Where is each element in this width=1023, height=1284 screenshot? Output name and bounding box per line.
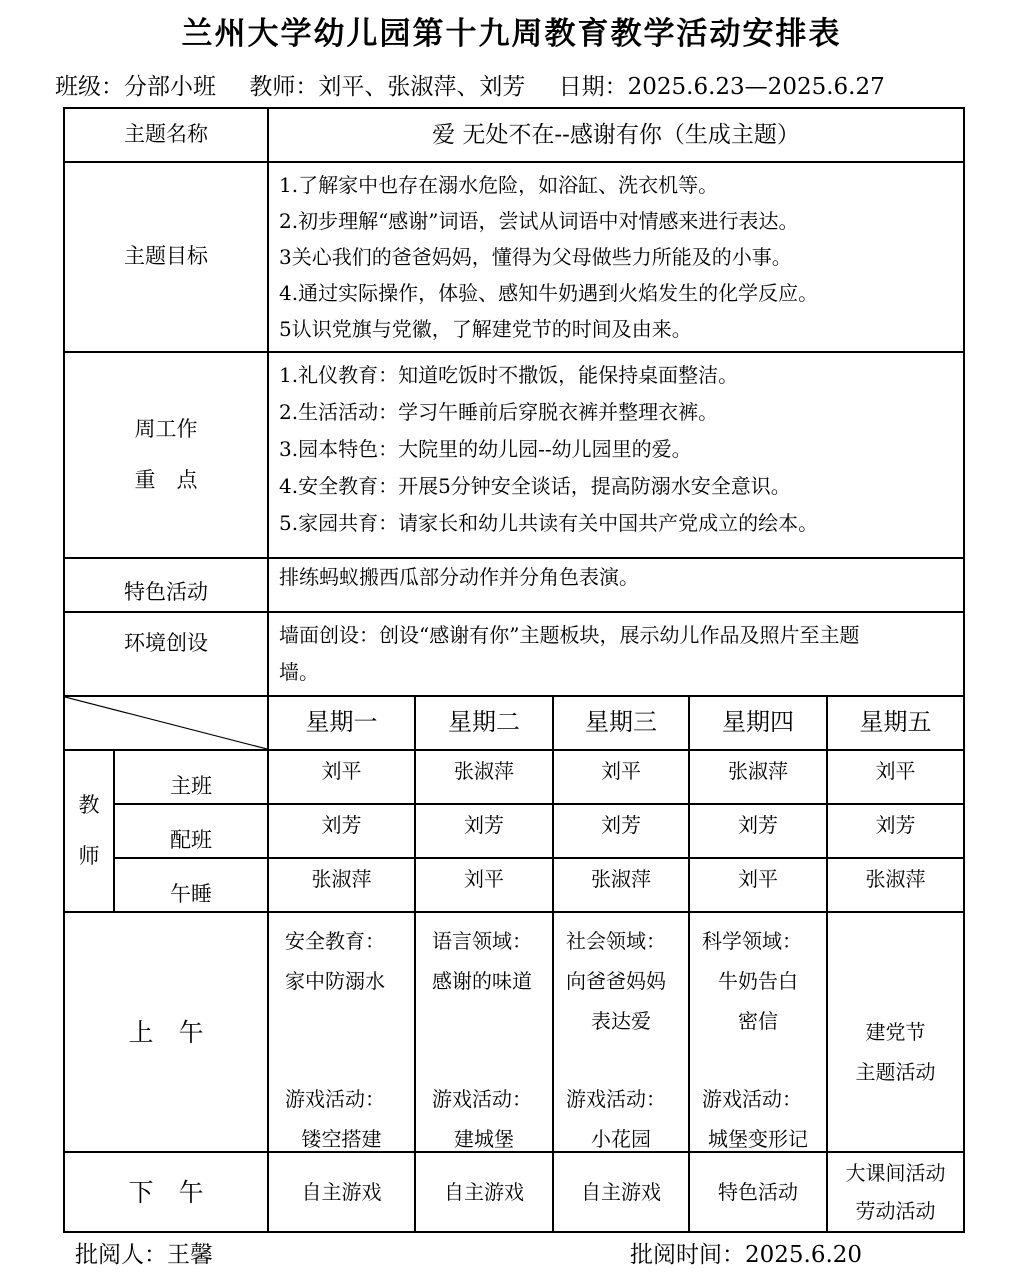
teacher-cell: 张淑萍 [268,858,415,912]
day-header: 星期一 [268,696,415,750]
morning-cell-wed [553,912,689,1152]
goal-item: 5认识党旗与党徽，了解建党节的时间及由来。 [279,317,692,341]
theme-value: 爱 无处不在--感谢有你（生成主题） [268,108,964,162]
teacher-row-assist [64,804,964,858]
focus-label-line: 周工作 [134,416,198,441]
morning-label: 上 午 [64,912,268,1152]
morning-cell-thu [689,912,827,1152]
focus-list [268,352,964,558]
theme-row [64,108,964,162]
teacher-role: 主班 [114,750,268,804]
teacher-cell: 刘平 [268,750,415,804]
day-header: 星期三 [553,696,689,750]
teacher-cell: 刘芳 [689,804,827,858]
activity-line: 感谢的味道 [432,969,532,993]
theme-label: 主题名称 [64,108,268,162]
afternoon-cell: 自主游戏 [415,1152,553,1232]
focus-row [64,352,964,558]
day-header: 星期四 [689,696,827,750]
morning-row [64,912,964,1152]
afternoon-cell: 特色活动 [689,1152,827,1232]
focus-item: 2.生活活动：学习午睡前后穿脱衣裤并整理衣裤。 [279,400,719,424]
teacher-cell: 刘平 [827,750,964,804]
goal-item: 4.通过实际操作，体验、感知牛奶遇到火焰发生的化学反应。 [279,281,819,305]
afternoon-cell: 自主游戏 [553,1152,689,1232]
teacher-list: 教师：刘平、张淑萍、刘芳 [249,74,526,100]
teacher-row-nap [64,858,964,912]
environment-label: 环境创设 [64,612,268,696]
teacher-cell: 刘平 [689,858,827,912]
page-title: 兰州大学幼儿园第十九周教育教学活动安排表 [181,16,842,52]
goals-label: 主题目标 [64,162,268,352]
afternoon-cell: 自主游戏 [268,1152,415,1232]
focus-label [64,352,268,558]
environment-line: 墙。 [279,660,319,684]
activity-line: 表达爱 [591,1009,651,1033]
diagonal-line [65,697,267,749]
teacher-cell: 刘芳 [268,804,415,858]
review-time: 批阅时间：2025.6.20 [630,1242,863,1268]
game-line: 游戏活动： [566,1087,666,1111]
teacher-cell: 刘芳 [415,804,553,858]
focus-item: 1.礼仪教育：知道吃饭时不撒饭，能保持桌面整洁。 [279,363,739,387]
activity-line: 建党节 [865,1020,926,1044]
day-header: 星期二 [415,696,553,750]
game-line: 建城堡 [454,1127,514,1151]
afternoon-cell-fri [827,1152,964,1232]
activity-line: 科学领域： [702,929,802,953]
game-line: 游戏活动： [702,1087,802,1111]
afternoon-line: 大课间活动 [845,1161,946,1185]
goal-item: 2.初步理解“感谢”词语，尝试从词语中对情感来进行表达。 [279,209,799,233]
afternoon-row [64,1152,964,1232]
special-text: 排练蚂蚁搬西瓜部分动作并分角色表演。 [279,565,639,589]
schedule-table [63,107,965,1233]
activity-line: 社会领域： [566,929,666,953]
game-line: 镂空搭建 [301,1127,382,1151]
diagonal-header-cell [64,696,268,750]
reviewer: 批阅人：王馨 [75,1242,213,1268]
game-line: 城堡变形记 [708,1127,808,1151]
afternoon-line: 劳动活动 [855,1199,936,1223]
teacher-label-line: 教 [78,792,100,817]
teacher-cell: 张淑萍 [827,858,964,912]
special-value [268,558,964,612]
goals-row [64,162,964,352]
teacher-cell: 张淑萍 [689,750,827,804]
morning-cell-fri [827,912,964,1152]
activity-line: 安全教育： [285,929,385,953]
goals-list [268,162,964,352]
special-label: 特色活动 [64,558,268,612]
goal-item: 3关心我们的爸爸妈妈，懂得为父母做些力所能及的小事。 [279,245,792,269]
teacher-cell: 张淑萍 [415,750,553,804]
teacher-section-label [64,750,114,912]
activity-line: 密信 [738,1009,778,1033]
game-line: 小花园 [591,1127,651,1151]
teacher-role: 配班 [114,804,268,858]
teacher-cell: 刘芳 [553,804,689,858]
activity-line: 家中防溺水 [285,969,385,993]
teacher-cell: 刘平 [553,750,689,804]
afternoon-label: 下 午 [64,1152,268,1232]
teacher-cell: 张淑萍 [553,858,689,912]
special-row [64,558,964,612]
focus-item: 4.安全教育：开展5分钟安全谈话，提高防溺水安全意识。 [279,474,791,498]
class-info-line [55,68,975,101]
teacher-role: 午睡 [114,858,268,912]
environment-value [268,612,964,696]
morning-cell-tue [415,912,553,1152]
focus-label-line: 重 点 [134,468,198,492]
game-line: 游戏活动： [285,1087,385,1111]
date-range: 日期：2025.6.23—2025.6.27 [558,74,885,100]
goal-item: 1.了解家中也存在溺水危险，如浴缸、洗衣机等。 [279,173,719,197]
days-header-row [64,696,964,750]
activity-line: 语言领域： [432,929,532,953]
teacher-label-line: 师 [78,844,100,868]
focus-item: 5.家园共育：请家长和幼儿共读有关中国共产党成立的绘本。 [279,511,819,535]
morning-cell-mon [268,912,415,1152]
environment-line: 墙面创设：创设“感谢有你”主题板块，展示幼儿作品及照片至主题 [279,623,860,647]
environment-row [64,612,964,696]
class-name: 班级：分部小班 [55,74,216,100]
activity-line: 向爸爸妈妈 [566,969,666,993]
activity-line: 主题活动 [855,1060,936,1084]
teacher-cell: 刘芳 [827,804,964,858]
game-line: 游戏活动： [432,1087,532,1111]
teacher-cell: 刘平 [415,858,553,912]
day-header: 星期五 [827,696,964,750]
focus-item: 3.园本特色：大院里的幼儿园--幼儿园里的爱。 [279,437,692,461]
teacher-row-main [64,750,964,804]
activity-line: 牛奶告白 [718,969,798,993]
